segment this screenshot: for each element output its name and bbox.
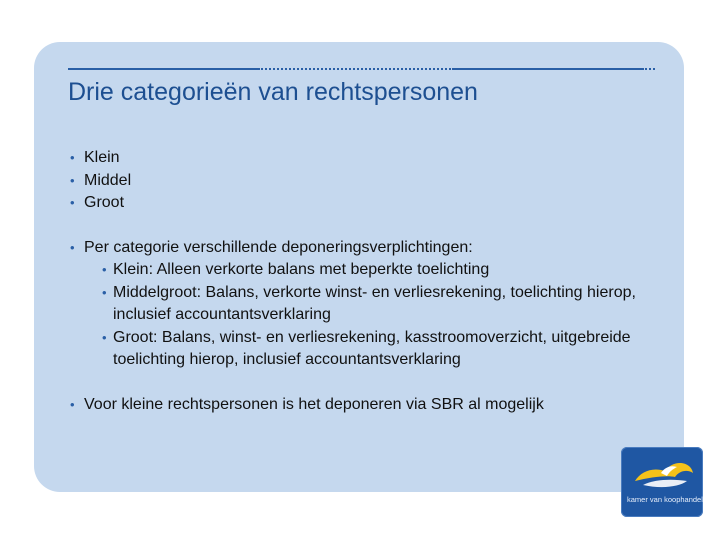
obligations-list xyxy=(68,237,668,372)
obligations-sub-list xyxy=(100,259,668,372)
category-item: • Groot xyxy=(68,192,668,215)
title-divider-segment-left xyxy=(68,68,260,70)
kvk-logo xyxy=(621,447,703,517)
slide-title: Drie categorieën van rechtspersonen xyxy=(68,78,478,106)
obligations-intro xyxy=(68,237,668,372)
slide-body xyxy=(68,147,668,416)
obligations-intro-text: Per categorie verschillende deponeringsverplichtingen: xyxy=(84,238,473,256)
title-divider-segment-right xyxy=(452,68,644,70)
category-item: • Klein xyxy=(68,147,668,170)
closing-list xyxy=(68,394,668,417)
kvk-logo-mark-icon xyxy=(621,447,703,517)
category-item: • Middel xyxy=(68,170,668,193)
kvk-logo-text: kamer van koophandel xyxy=(627,495,703,504)
category-list xyxy=(68,147,668,215)
obligation-item-klein: • Klein: Alleen verkorte balans met beperkte toelichting xyxy=(100,259,668,282)
obligation-item-middelgroot: • Middelgroot: Balans, verkorte winst- en verliesrekening, toelichting hierop, inclusief accountantsverklaring xyxy=(100,282,668,327)
closing-item: • Voor kleine rechtspersonen is het deponeren via SBR al mogelijk xyxy=(68,394,668,417)
obligation-item-groot: • Groot: Balans, winst- en verliesrekening, kasstroomoverzicht, uitgebreide toelichting hierop, inclusief accountantsverklaring xyxy=(100,327,668,372)
